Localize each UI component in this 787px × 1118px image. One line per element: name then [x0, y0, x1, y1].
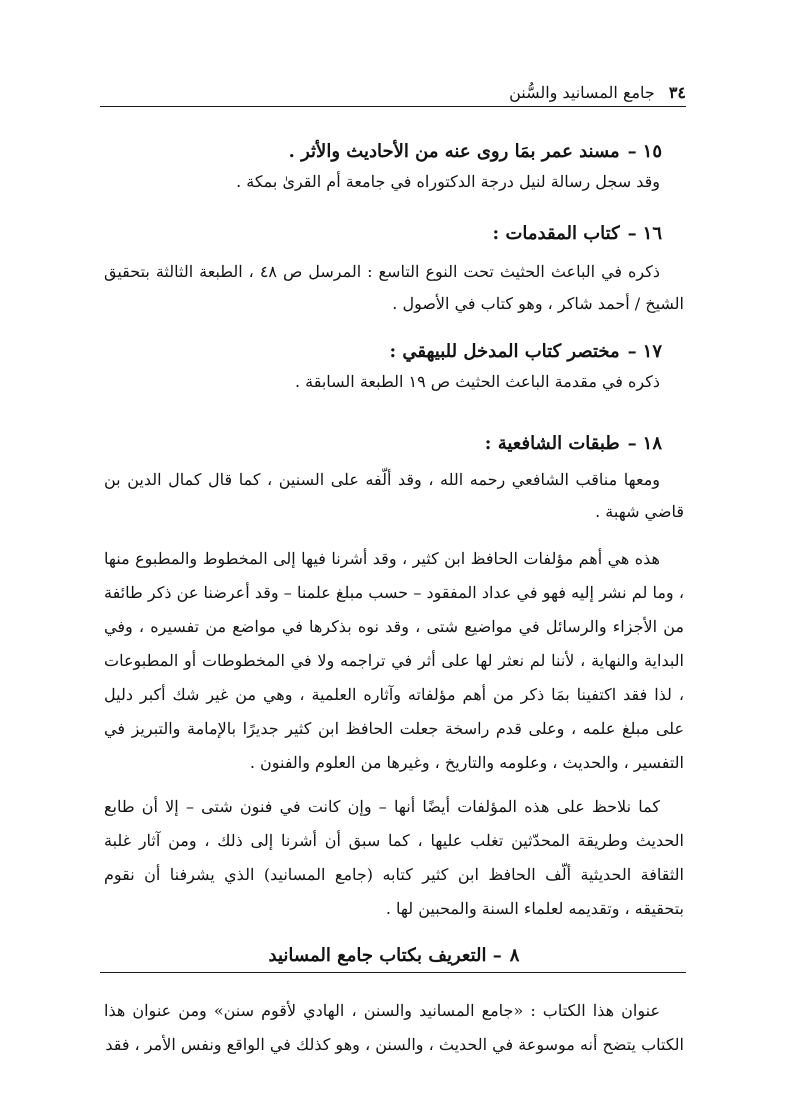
section-heading: ٨– التعريف بكتاب جامع المسانيد — [268, 945, 520, 966]
entry-16 — [104, 220, 684, 320]
entry-heading: ١٨–طبقات الشافعية : — [484, 433, 662, 454]
body-paragraph: عنوان هذا الكتاب : «جامع المسانيد والسنن ، الهادي لأقوم سنن» ومن عنوان هذا الكتاب يتضح أنه موسوعة في الحديث ، والسنن ، وهو كذلك في الواقع ونفس الأمر ، فقد — [104, 1001, 684, 1054]
section-title: التعريف بكتاب جامع المسانيد — [268, 945, 487, 966]
entry-18 — [104, 430, 684, 528]
page-number: ٣٤ — [668, 83, 686, 102]
entry-15 — [104, 138, 684, 198]
section-rule — [100, 972, 686, 973]
entry-number: ١٧ — [642, 341, 662, 362]
entry-heading: ١٧–مختصر كتاب المدخل للبيهقي : — [389, 341, 662, 362]
entry-number: ١٥ — [642, 141, 662, 162]
body-paragraph: كما نلاحظ على هذه المؤلفات أيضًا أنها – وإن كانت في فنون شتى – إلا أن طابع الحديث وطريقة المحدّثين تغلب عليها ، كما سبق أن أشرنا إلى ذلك ، ومن آثار غلبة الثقافة الحديثية ألّف الحافظ ابن كثير كتابه (جامع المسانيد) الذي يشرفنا أن نقوم بتحقيقه ، وتقديمه لعلماء السنة والمحبين لها . — [104, 797, 684, 918]
header-rule — [100, 106, 686, 107]
entry-number: ١٨ — [642, 433, 662, 454]
entry-17 — [104, 338, 684, 398]
entry-text: وقد سجل رسالة لنيل درجة الدكتوراه في جامعة أم القرىٰ بمكة . — [236, 172, 660, 191]
tail-content — [104, 994, 684, 1062]
entry-title: طبقات الشافعية : — [484, 433, 620, 454]
entry-title: كتاب المقدمات : — [492, 223, 620, 244]
body-paragraph: هذه هي أهم مؤلفات الحافظ ابن كثير ، وقد أشرنا فيها إلى المخطوط والمطبوع منها ، وما لم نشر إليه فهو في عداد المفقود – حسب مبلغ علمنا – وقد أعرضنا عن ذكر طائفة من الأجزاء والرسائل في مواضيع شتى ، وقد نوه بذكرها في مواضع من تفسيره ، وفي البداية والنهاية ، لأننا لم نعثر لها على أثر في تراجمه ولا في المخطوطات أو المطبوعات ، لذا فقد اكتفينا بمَا ذكر من أهم مؤلفاته وآثاره العلمية ، وهي من غير شك أكبر دليل على مبلغ علمه ، وعلى قدم راسخة جعلت الحافظ ابن كثير جديرًا بالإمامة والتبريز في التفسير ، والحديث ، وعلومه والتاريخ ، وغيرها من العلوم والفنون . — [104, 549, 685, 772]
entry-text: ذكره في مقدمة الباعث الحثيث ص ١٩ الطبعة السابقة . — [294, 372, 660, 391]
entry-heading: ١٥–مسند عمر بمَا روى عنه من الأحاديث والأثر . — [288, 141, 662, 162]
entry-text: ذكره في الباعث الحثيث تحت النوع التاسع : المرسل ص ٤٨ ، الطبعة الثالثة بتحقيق الشيخ / أحمد شاكر ، وهو كتاب في الأصول . — [104, 262, 684, 313]
entry-text: ومعها مناقب الشافعي رحمه الله ، وقد ألّفه على السنين ، كما قال كمال الدين بن قاضي شهبة . — [104, 470, 684, 521]
running-header — [110, 78, 686, 104]
running-title: جامع المسانيد والسُّنن — [509, 83, 655, 102]
entry-number: ١٦ — [642, 223, 662, 244]
section-number: ٨ — [509, 945, 520, 966]
entry-title: مسند عمر بمَا روى عنه من الأحاديث والأثر . — [288, 141, 620, 162]
main-content — [104, 138, 684, 926]
entry-heading: ١٦–كتاب المقدمات : — [492, 223, 662, 244]
entry-title: مختصر كتاب المدخل للبيهقي : — [389, 341, 620, 362]
